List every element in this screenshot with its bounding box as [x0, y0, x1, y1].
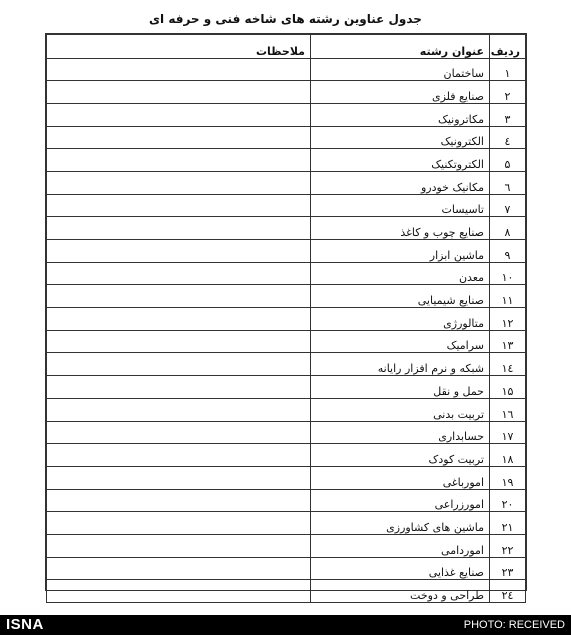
notes-cell [47, 512, 311, 535]
table-row [47, 149, 526, 172]
notes-cell [47, 58, 311, 81]
notes-cell [47, 557, 311, 580]
isna-logo: ISNA [6, 616, 44, 633]
table-header-row [47, 35, 526, 59]
row-number: ۱ [490, 58, 526, 81]
table-row [47, 285, 526, 308]
footer-bar [0, 615, 571, 635]
field-title: تربیت کودک [311, 444, 490, 467]
table-row [47, 489, 526, 512]
row-number: ۲۱ [490, 512, 526, 535]
fields-table [45, 33, 527, 602]
field-title: سرامیک [311, 330, 490, 353]
field-title: حمل و نقل [311, 376, 490, 399]
field-title: صنایع غذایی [311, 557, 490, 580]
row-number: ۳ [490, 103, 526, 126]
header-field-title: عنوان رشته [311, 35, 490, 59]
row-number: ۱۰ [490, 262, 526, 285]
row-number: ۱٤ [490, 353, 526, 376]
field-title: الکتروتکنیک [311, 149, 490, 172]
notes-cell [47, 534, 311, 557]
field-title: امورزراعی [311, 489, 490, 512]
field-title: اموردامی [311, 534, 490, 557]
field-title: صنایع شیمیایی [311, 285, 490, 308]
table-row [47, 353, 526, 376]
row-number: ٤ [490, 126, 526, 149]
field-title: مکانیک خودرو [311, 171, 490, 194]
row-number: ۹ [490, 240, 526, 263]
row-number: ۱۱ [490, 285, 526, 308]
field-title: متالورژی [311, 308, 490, 331]
notes-cell [47, 81, 311, 104]
notes-cell [47, 149, 311, 172]
notes-cell [47, 171, 311, 194]
table-row [47, 81, 526, 104]
row-number: ۱۹ [490, 466, 526, 489]
field-title: ساختمان [311, 58, 490, 81]
table-row [47, 262, 526, 285]
table-row [47, 444, 526, 467]
notes-cell [47, 308, 311, 331]
row-number: ٦ [490, 171, 526, 194]
notes-cell [47, 285, 311, 308]
photo-credit: PHOTO: RECEIVED [463, 619, 565, 631]
table-row [47, 557, 526, 580]
field-title: تاسیسات [311, 194, 490, 217]
table-row [47, 58, 526, 81]
notes-cell [47, 398, 311, 421]
table-row [47, 217, 526, 240]
notes-cell [47, 194, 311, 217]
table-row [47, 171, 526, 194]
table-row [47, 194, 526, 217]
row-number: ۱٦ [490, 398, 526, 421]
table-row [47, 126, 526, 149]
row-number: ۲٤ [490, 580, 526, 603]
row-number: ۱۷ [490, 421, 526, 444]
notes-cell [47, 103, 311, 126]
header-row-number: ردیف [490, 35, 526, 59]
field-title: صنایع فلزی [311, 81, 490, 104]
notes-cell [47, 240, 311, 263]
table-row [47, 534, 526, 557]
field-title: ماشین ابزار [311, 240, 490, 263]
notes-cell [47, 421, 311, 444]
row-number: ۷ [490, 194, 526, 217]
row-number: ۵ [490, 149, 526, 172]
notes-cell [47, 466, 311, 489]
field-title: حسابداری [311, 421, 490, 444]
table-row [47, 466, 526, 489]
notes-cell [47, 126, 311, 149]
notes-cell [47, 580, 311, 603]
table-row [47, 580, 526, 603]
fields-table-grid [46, 34, 526, 603]
field-title: ماشین های کشاورزی [311, 512, 490, 535]
row-number: ۱۲ [490, 308, 526, 331]
notes-cell [47, 353, 311, 376]
table-row [47, 103, 526, 126]
table-row [47, 308, 526, 331]
header-notes: ملاحظات [47, 35, 311, 59]
field-title: صنایع چوب و کاغذ [311, 217, 490, 240]
row-number: ۱۳ [490, 330, 526, 353]
row-number: ۱۸ [490, 444, 526, 467]
notes-cell [47, 376, 311, 399]
notes-cell [47, 217, 311, 240]
row-number: ۲۰ [490, 489, 526, 512]
row-number: ۲۲ [490, 534, 526, 557]
notes-cell [47, 489, 311, 512]
table-row [47, 421, 526, 444]
notes-cell [47, 444, 311, 467]
field-title: معدن [311, 262, 490, 285]
notes-cell [47, 262, 311, 285]
row-number: ۱۵ [490, 376, 526, 399]
field-title: الکترونیک [311, 126, 490, 149]
field-title: مکاترونیک [311, 103, 490, 126]
table-row [47, 330, 526, 353]
field-title: طراحی و دوخت [311, 580, 490, 603]
field-title: شبکه و نرم افزار رایانه [311, 353, 490, 376]
document-title: جدول عناوین رشته های شاخه فنی و حرفه ای [149, 12, 422, 26]
table-row [47, 240, 526, 263]
table-row [47, 398, 526, 421]
table-row [47, 512, 526, 535]
table-row [47, 376, 526, 399]
notes-cell [47, 330, 311, 353]
row-number: ۲۳ [490, 557, 526, 580]
field-title: تربیت بدنی [311, 398, 490, 421]
row-number: ۲ [490, 81, 526, 104]
field-title: امورباغی [311, 466, 490, 489]
row-number: ۸ [490, 217, 526, 240]
